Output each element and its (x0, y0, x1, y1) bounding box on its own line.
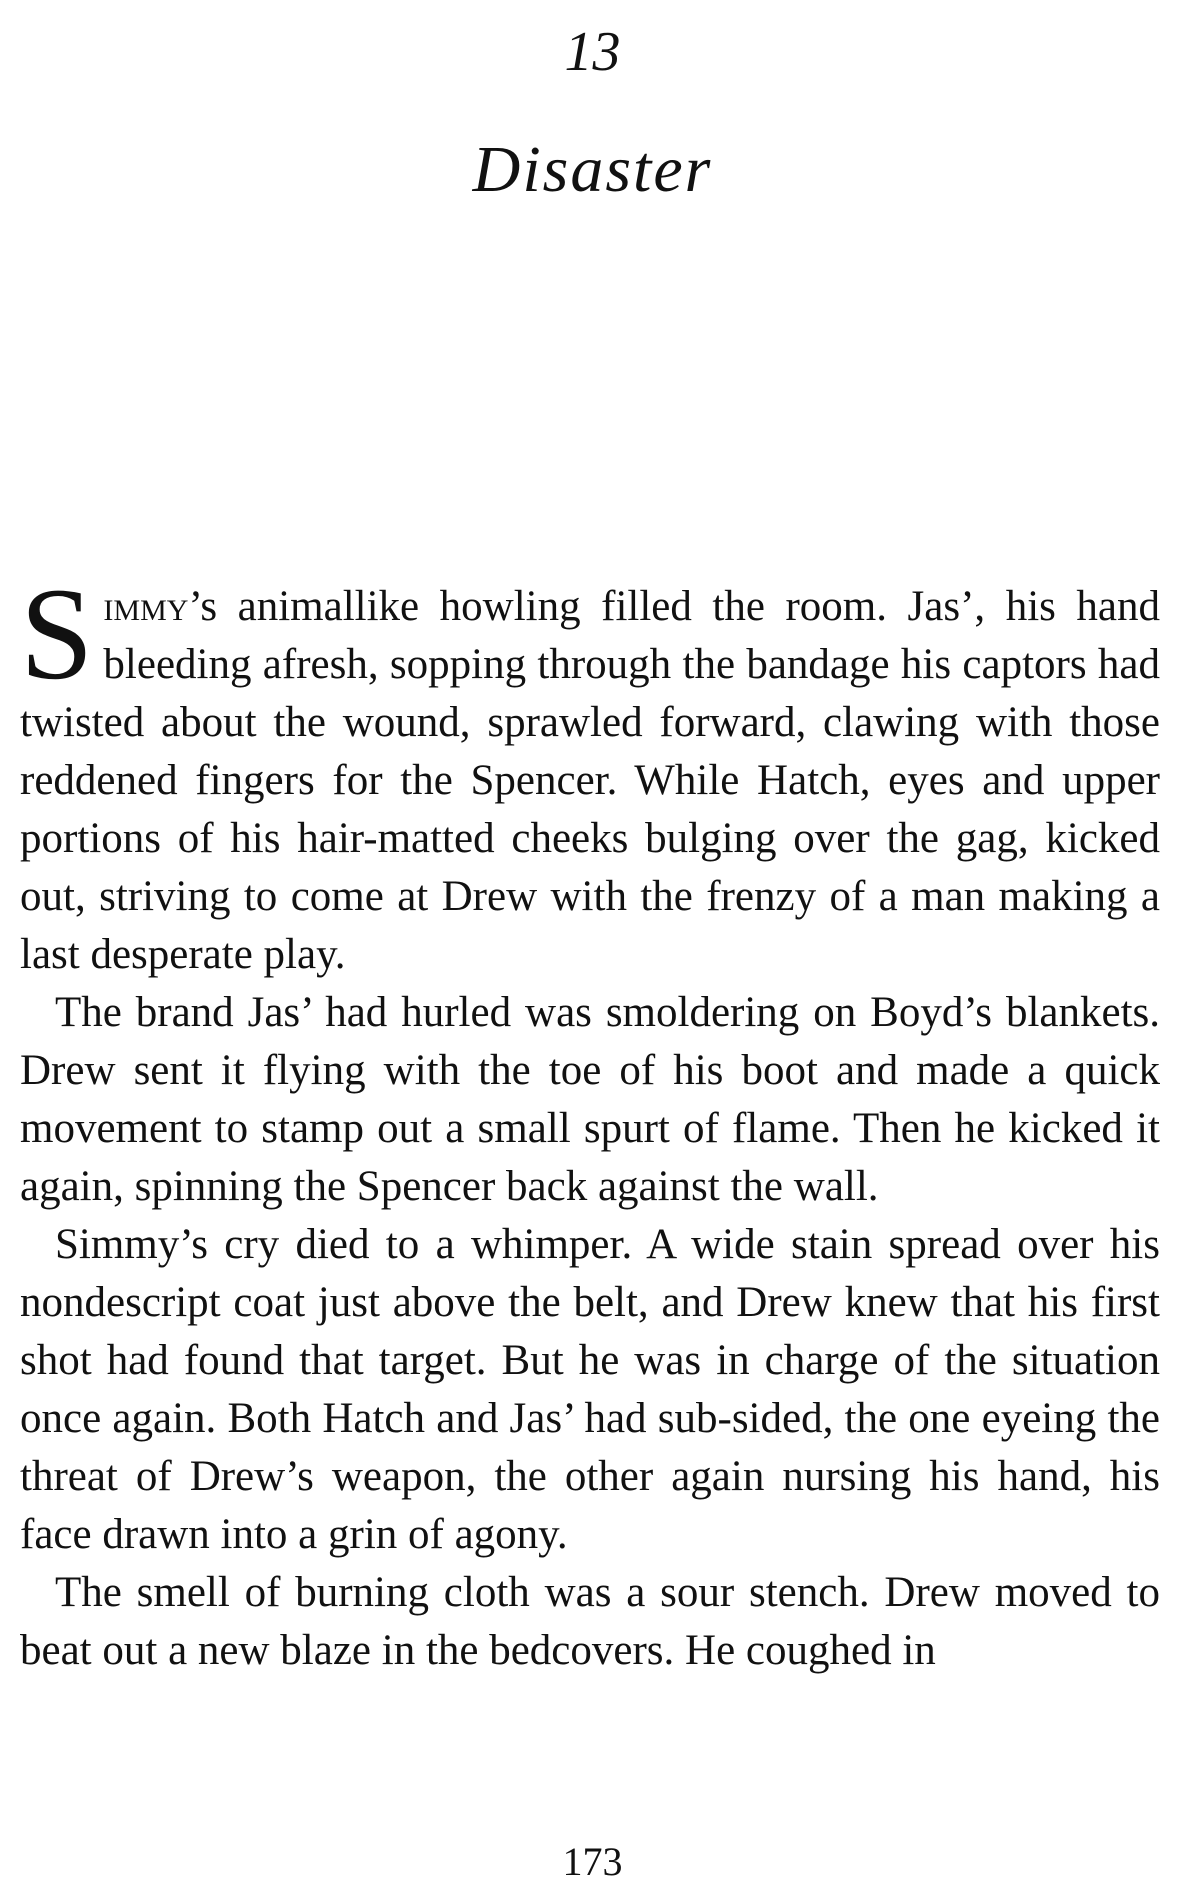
chapter-number: 13 (564, 21, 621, 83)
paragraph-text: ’s animallike howling filled the room. Jas’, his hand bleeding afresh, sopping through the bandage his captors had twisted about the wound, sprawled forward, clawing with those reddened fingers for the Spencer. While Hatch, eyes and upper portions of his hair-matted cheeks bulging over the gag, kicked out, striving to come at Drew with the frenzy of a man making a last desperate play. (20, 583, 1160, 978)
paragraph: The brand Jas’ had hurled was smoldering on Boyd’s blankets. Drew sent it flying with the toe of his boot and made a quick movement to stamp out a small spurt of flame. Then he kicked it again, spinning the Spencer back against the wall. (20, 989, 1160, 1210)
page-number: 173 (562, 1839, 623, 1884)
small-caps-lead: immy (103, 583, 189, 630)
chapter-title: Disaster (472, 133, 713, 206)
paragraph: The smell of burning cloth was a sour stench. Drew moved to beat out a new blaze in the bedcovers. He coughed in (20, 1569, 1160, 1674)
paragraph (20, 560, 1160, 984)
paragraph: Simmy’s cry died to a whimper. A wide stain spread over his nondescript coat just above the belt, and Drew knew that his first shot had found that target. But he was in charge of the situation once again. Both Hatch and Jas’ had sub-sided, the one eyeing the threat of Drew’s weapon, the other again nursing his hand, his face drawn into a grin of agony. (20, 1221, 1160, 1558)
drop-cap: S (20, 560, 94, 707)
body-text (20, 560, 1160, 1680)
